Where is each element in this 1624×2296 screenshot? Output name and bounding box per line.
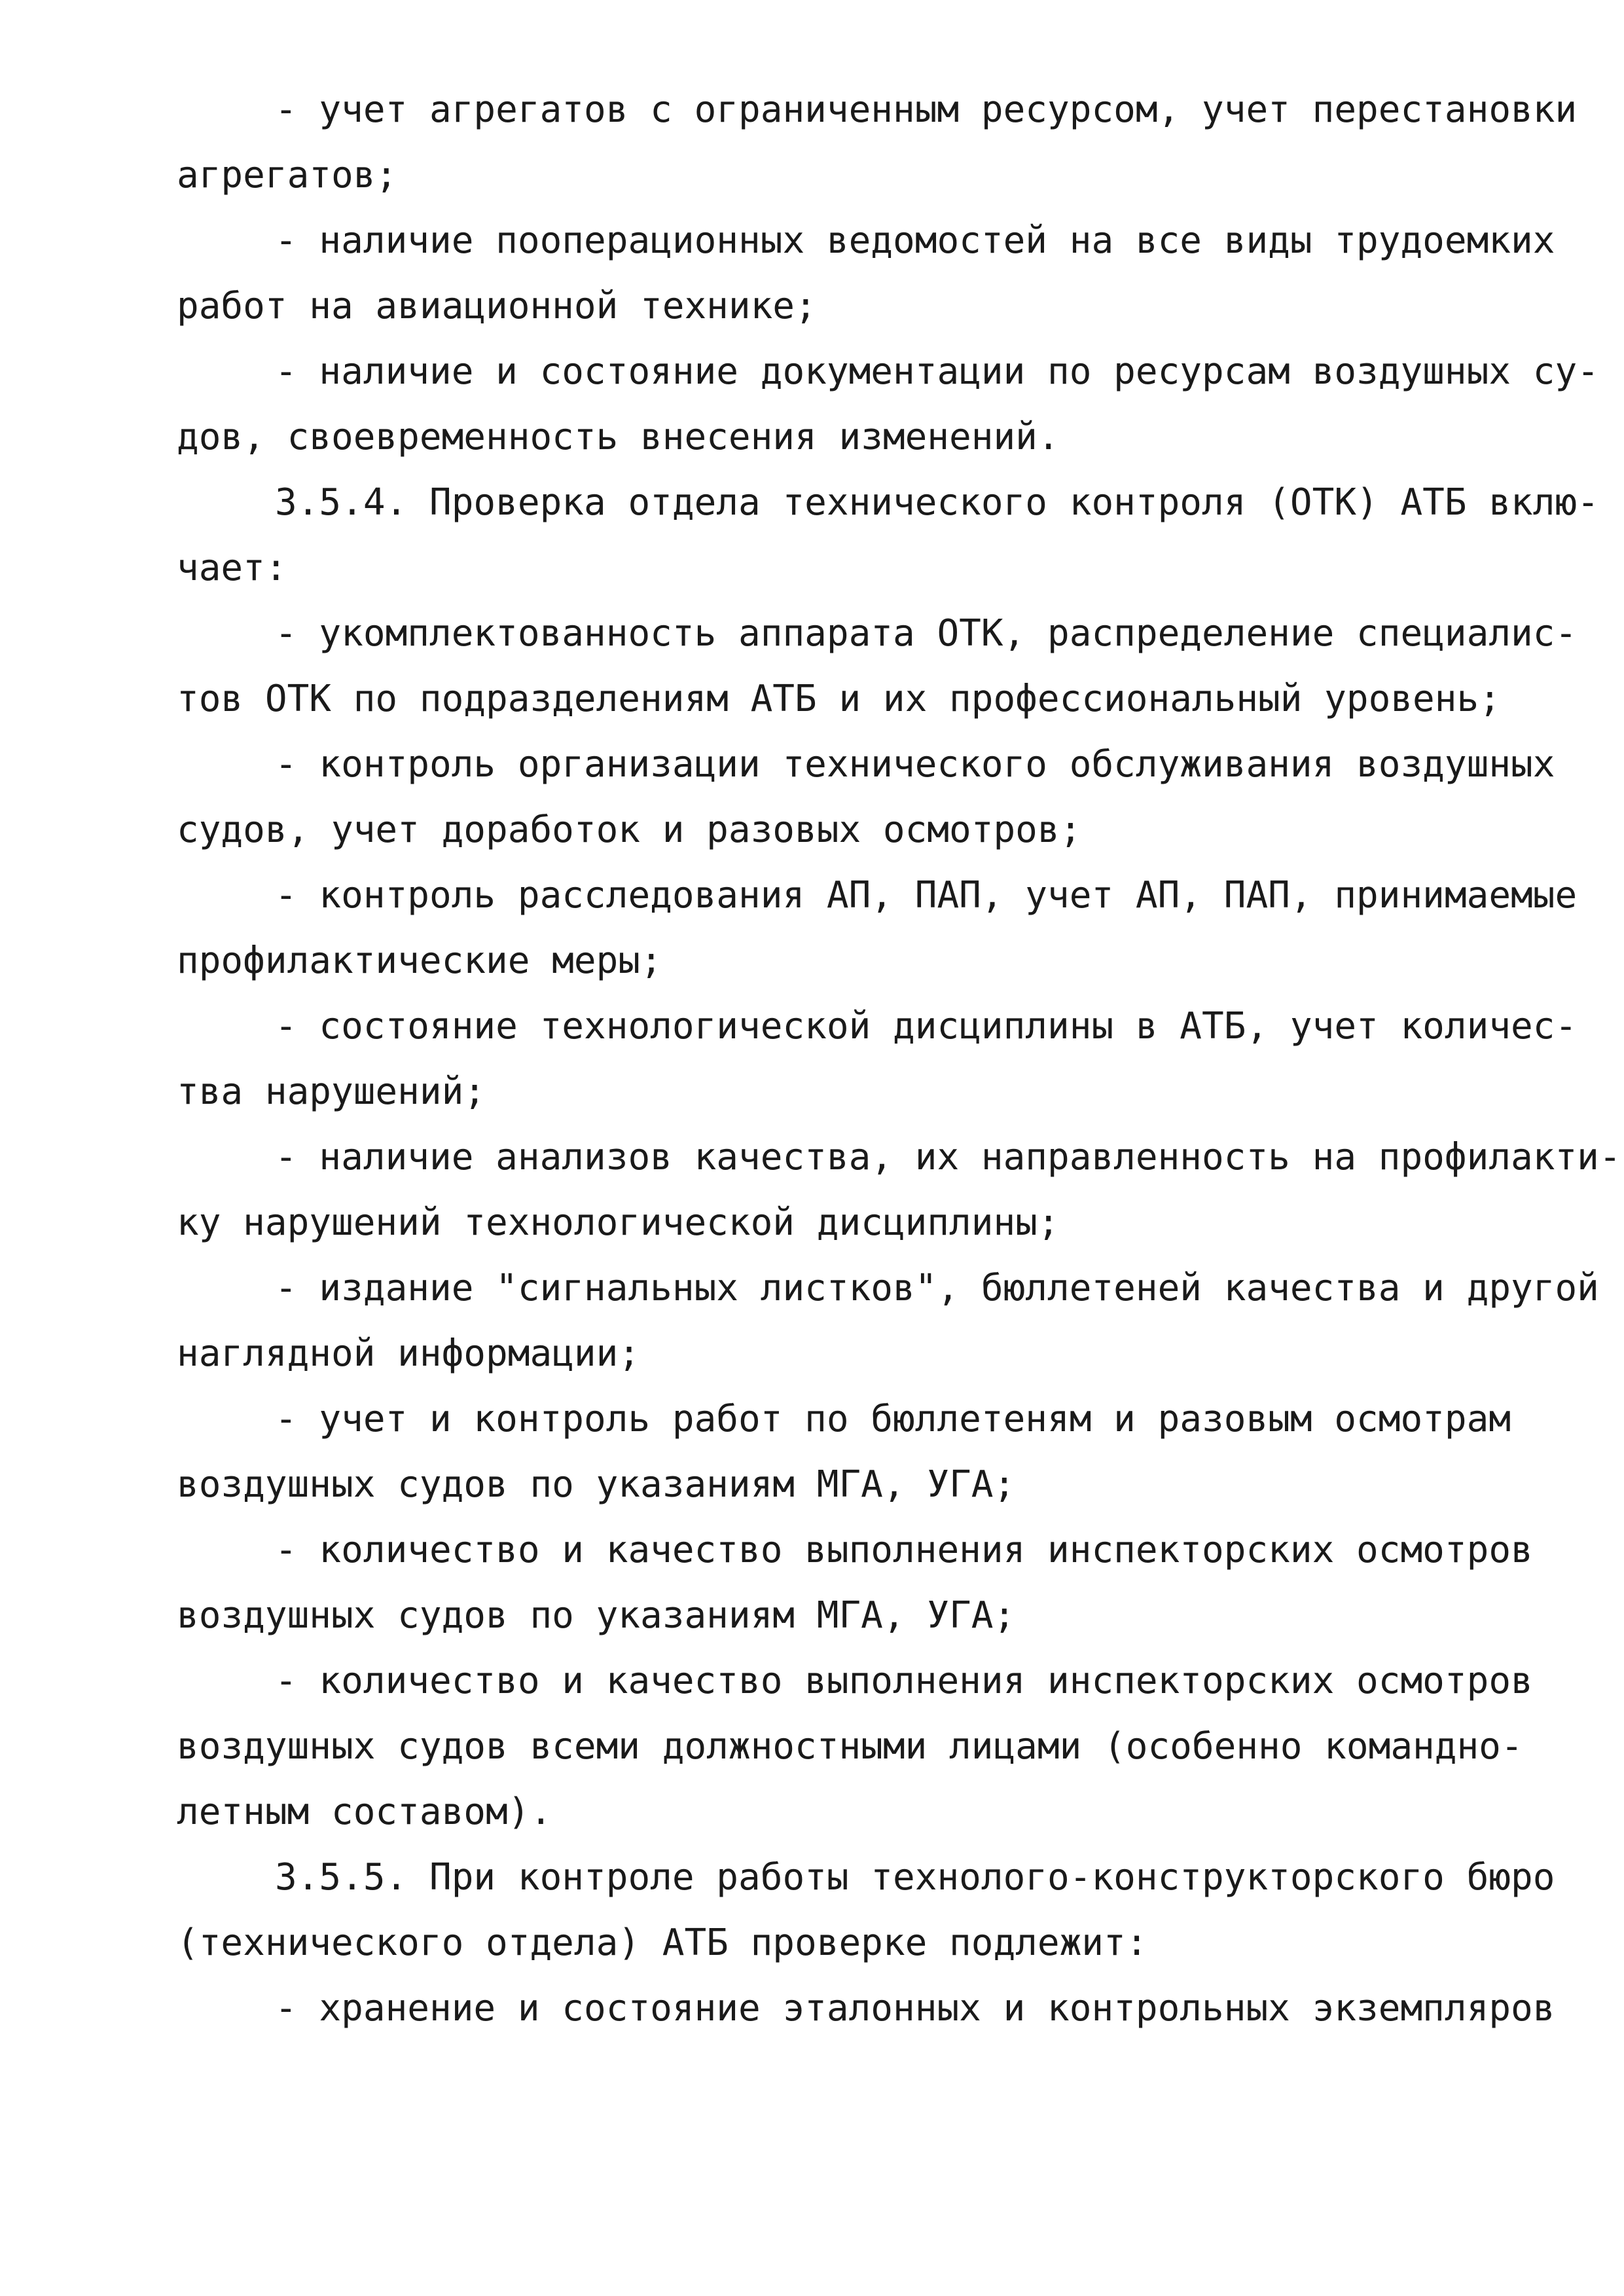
text-line: - наличие пооперационных ведомостей на все виды трудоемких xyxy=(275,219,1555,262)
text-line: работ на авиационной технике; xyxy=(177,285,817,327)
section-heading-3-5-5: 3.5.5. При контроле работы технолого-конструкторского бюро xyxy=(275,1856,1555,1899)
document-body xyxy=(177,77,1621,2041)
text-line: - контроль расследования АП, ПАП, учет АП, ПАП, принимаемые xyxy=(275,874,1578,917)
text-line: воздушных судов по указаниям МГА, УГА; xyxy=(177,1594,1016,1637)
text-line: профилактические меры; xyxy=(177,939,662,982)
text-line: судов, учет доработок и разовых осмотров; xyxy=(177,809,1082,851)
section-heading-3-5-4: 3.5.4. Проверка отдела технического контроля (ОТК) АТБ вклю- xyxy=(275,481,1599,524)
text-line: чает: xyxy=(177,547,287,589)
text-line: - наличие анализов качества, их направленность на профилакти- xyxy=(275,1136,1621,1178)
text-line: дов, своевременность внесения изменений. xyxy=(177,416,1060,458)
text-line: - учет агрегатов с ограниченным ресурсом, учет перестановки xyxy=(275,88,1578,131)
text-line: воздушных судов всеми должностными лицами (особенно командно- xyxy=(177,1725,1523,1768)
text-line: тов ОТК по подразделениям АТБ и их профессиональный уровень; xyxy=(177,678,1501,720)
text-line: воздушных судов по указаниям МГА, УГА; xyxy=(177,1463,1016,1506)
text-line: (технического отдела) АТБ проверке подлежит: xyxy=(177,1922,1148,1964)
text-line: - издание "сигнальных листков", бюллетеней качества и другой xyxy=(275,1267,1599,1309)
text-line: - учет и контроль работ по бюллетеням и разовым осмотрам xyxy=(275,1398,1511,1440)
text-line: - контроль организации технического обслуживания воздушных xyxy=(275,743,1555,786)
text-line: - хранение и состояние эталонных и контрольных экземпляров xyxy=(275,1987,1555,2030)
text-line: - укомплектованность аппарата ОТК, распределение специалис- xyxy=(275,612,1578,655)
text-line: - состояние технологической дисциплины в АТБ, учет количес- xyxy=(275,1005,1578,1048)
text-line: летным составом). xyxy=(177,1791,552,1833)
text-line: ку нарушений технологической дисциплины; xyxy=(177,1201,1060,1244)
text-line: наглядной информации; xyxy=(177,1332,641,1375)
text-line: агрегатов; xyxy=(177,154,398,196)
text-line: - количество и качество выполнения инспекторских осмотров xyxy=(275,1529,1533,1571)
text-line: - наличие и состояние документации по ресурсам воздушных су- xyxy=(275,350,1599,393)
text-line: - количество и качество выполнения инспекторских осмотров xyxy=(275,1660,1533,1702)
text-line: тва нарушений; xyxy=(177,1070,486,1113)
